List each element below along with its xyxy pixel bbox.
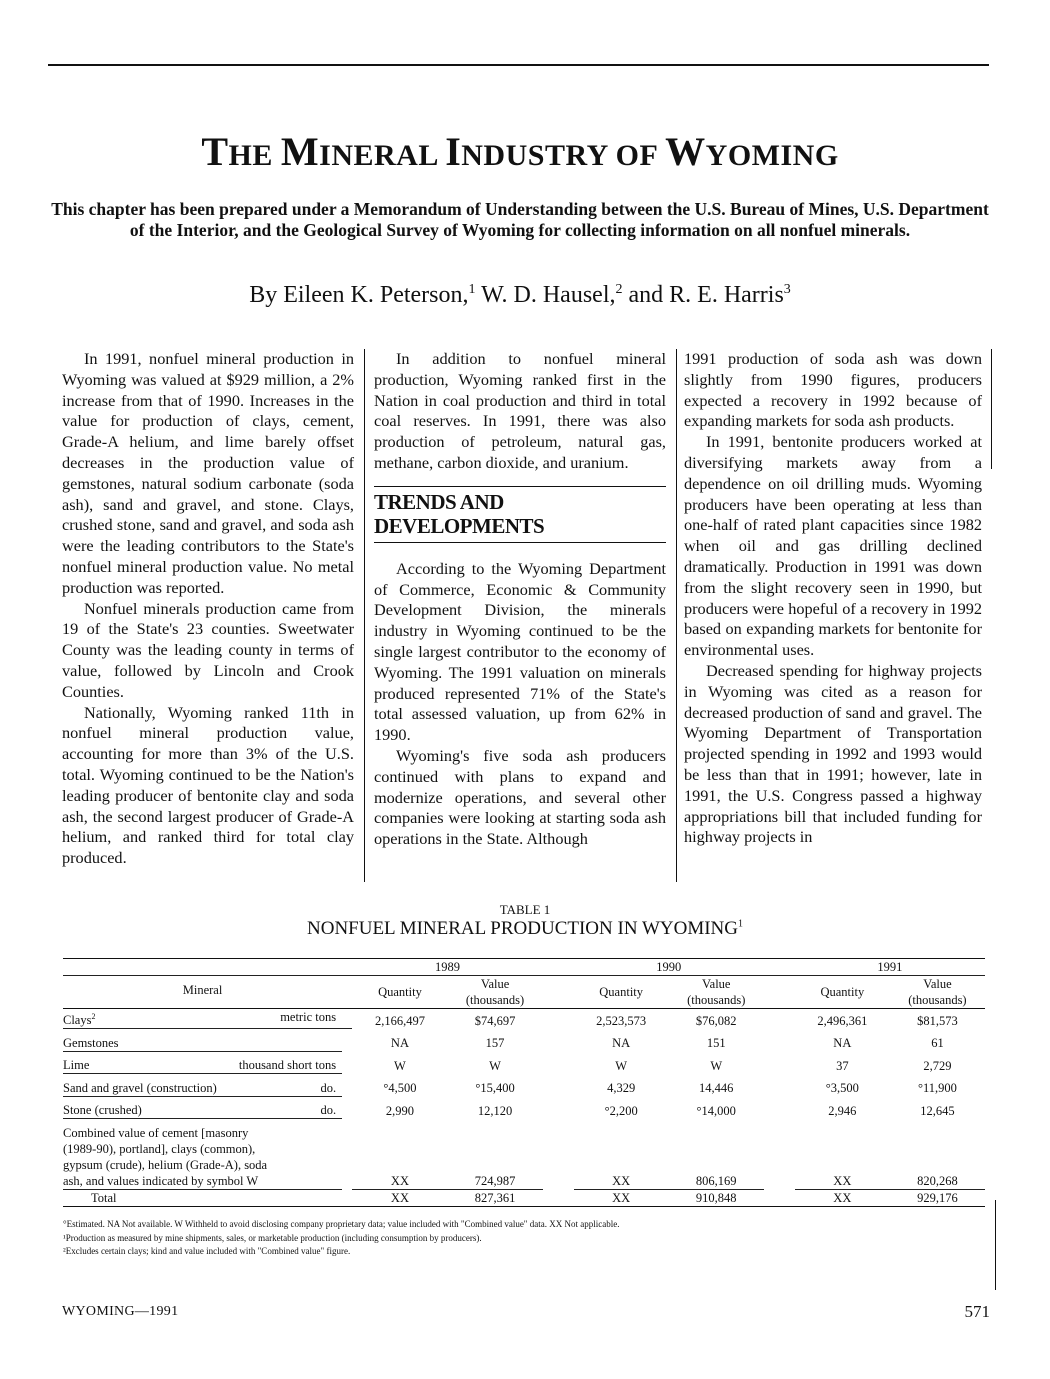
- value-header: Value (thousands): [890, 976, 985, 1009]
- combined-label: Combined value of cement [masonry (1989-90), portland], clays (common), gypsum (crude), helium (Grade-A), soda ash, and values indicated by symbol W: [63, 1125, 342, 1190]
- page-number: 571: [964, 1302, 990, 1321]
- paragraph: Nationally, Wyoming ranked 11th in nonfuel mineral production value, accounting for more than 3% of the U.S. total. Wyoming continued to be the Nation's leading producer of bentonite clay and soda ash, the second largest producer of Grade-A helium, and ranked third for total clay produced.: [62, 702, 354, 868]
- table-row: Lime thousand short tons W W W W 37 2,729: [63, 1058, 952, 1073]
- paragraph: Wyoming's five soda ash producers continued with plans to expand and modernize operations, and several other companies were looking at starting soda ash operations in the State. Although: [374, 745, 666, 849]
- table-row: Gemstones NA 157 NA 151 NA 61: [63, 1035, 944, 1051]
- year-header: 1990: [574, 959, 764, 976]
- section-heading: TRENDS AND DEVELOPMENTS: [374, 486, 666, 543]
- year-header: 1991: [795, 959, 985, 976]
- value-header: Value (thousands): [669, 976, 764, 1009]
- intro-statement: This chapter has been prepared under a Memorandum of Understanding between the U.S. Bureau of Mines, U.S. Department of the Interior, and the Geological Survey of Wyoming for collecting information on all nonfuel minerals.: [51, 199, 989, 240]
- quantity-header: Quantity: [795, 976, 890, 1009]
- quantity-header: Quantity: [574, 976, 669, 1009]
- paragraph: Nonfuel minerals production came from 19 of the State's 23 counties. Sweetwater County was the leading county in terms of value, followed by Lincoln and Crook Counties.: [62, 598, 354, 701]
- table-title: NONFUEL MINERAL PRODUCTION IN WYOMING$^1$: [307, 918, 743, 939]
- mineral-name: Sand and gravel (construction) do.: [63, 1080, 342, 1097]
- production-table: [63, 958, 985, 1207]
- table-row: Clays$^2$ metric tons 2,166,497 $74,697 2,523,573 $76,082 2,496,361 $81,573: [63, 1010, 958, 1028]
- paragraph: In 1991, bentonite producers worked at diversifying markets away from a dependence on oil drilling muds. Wyoming producers have been operating at less than one-half of rated plant capacities since 1982 when oil and gas drilling declined dramatically. Production in 1991 was down from the slight recovery seen in 1990, but producers were hopeful of a recovery in 1992 based on expanding markets for bentonite for environmental uses.: [684, 432, 982, 660]
- paragraph: In 1991, nonfuel mineral production in Wyoming was valued at $929 million, a 2% increase from that of 1990. Increases in the value for production of clays, cement, Grade-A helium, and lime barely offset decreases in the production value of gemstones, natural sodium carbonate (soda ash), sand and gravel, and stone. Clays, crushed stone, sand and gravel, and soda ash were the leading contributors to the State's nonfuel mineral production value. No metal production was reported.: [62, 349, 354, 597]
- paragraph: In addition to nonfuel mineral production, Wyoming ranked first in the Nation in coal production and third in total coal reserves. In 1991, there was also production of petroleum, natural gas, methane, carbon dioxide, and uranium.: [374, 349, 666, 472]
- table-footnotes: [63, 1218, 993, 1259]
- table-row: Combined value of cement [masonry (1989-90), portland], clays (common), gypsum (crude), helium (Grade-A), soda ash, and values indicated by symbol W XX 724,987 XX 806,169 XX 820,268: [63, 1125, 958, 1188]
- paragraph: 1991 production of soda ash was down slightly from 1990 figures, producers expected a recovery in 1992 because of expanding markets for soda ash products.: [684, 349, 982, 431]
- top-rule: [48, 64, 989, 66]
- year-header: 1989: [352, 959, 542, 976]
- byline: By Eileen K. Peterson,$^1$ W. D. Hausel,$^2$ and R. E. Harris$^3$: [249, 282, 791, 308]
- column-divider: [676, 349, 677, 882]
- mineral-name: Gemstones: [63, 1035, 342, 1052]
- mineral-name: Clays$^2$ metric tons: [63, 1009, 342, 1029]
- total-row: Total XX 827,361 XX 910,848 XX 929,176: [63, 1189, 985, 1206]
- paragraph: Decreased spending for highway projects in Wyoming was cited as a reason for decreased production of sand and gravel. The Wyoming Department of Transportation projected spending in 1992 and 1993 would be less than that in 1991; however, late in 1991, the U.S. Congress passed a highway appropriations bill that included funding for highway projects in: [684, 660, 982, 847]
- paragraph: According to the Wyoming Department of Commerce, Economic & Community Development Division, the minerals industry in Wyoming continued to be the single largest contributor to the economy of Wyoming. The 1991 valuation on minerals produced represented 71% of the State's total assessed valuation, up from 62% in 1990.: [374, 558, 666, 745]
- mineral-name: Stone (crushed) do.: [63, 1102, 342, 1119]
- footnote: ¹Production as measured by mine shipments, sales, or marketable production (including consumption by producers).: [63, 1232, 482, 1243]
- mineral-header: Mineral: [63, 976, 342, 1009]
- table-row: Stone (crushed) do. 2,990 12,120 °2,200 °14,000 2,946 12,645: [63, 1103, 955, 1118]
- column-1: [62, 349, 354, 869]
- running-footer: WYOMING—1991: [62, 1304, 179, 1319]
- value-header: Value (thousands): [448, 976, 543, 1009]
- footnote: °Estimated. NA Not available. W Withheld to avoid disclosing company proprietary data; value included with "Combined value" data. XX Not applicable.: [63, 1219, 620, 1229]
- quantity-header: Quantity: [352, 976, 447, 1009]
- mineral-name: Lime thousand short tons: [63, 1057, 342, 1074]
- page-title: THE MINERAL INDUSTRY OF WYOMING: [201, 129, 839, 174]
- column-3: [684, 349, 982, 848]
- right-margin-rule: [991, 349, 992, 469]
- column-2: [374, 349, 666, 850]
- footnote: ²Excludes certain clays; kind and value included with "Combined value" figure.: [63, 1246, 351, 1256]
- table-row: Sand and gravel (construction) do. °4,500 °15,400 4,329 14,446 °3,500 °11,900: [63, 1080, 957, 1096]
- column-divider: [364, 349, 365, 882]
- right-margin-rule: [995, 1200, 996, 1290]
- table-caption: TABLE 1: [499, 902, 551, 917]
